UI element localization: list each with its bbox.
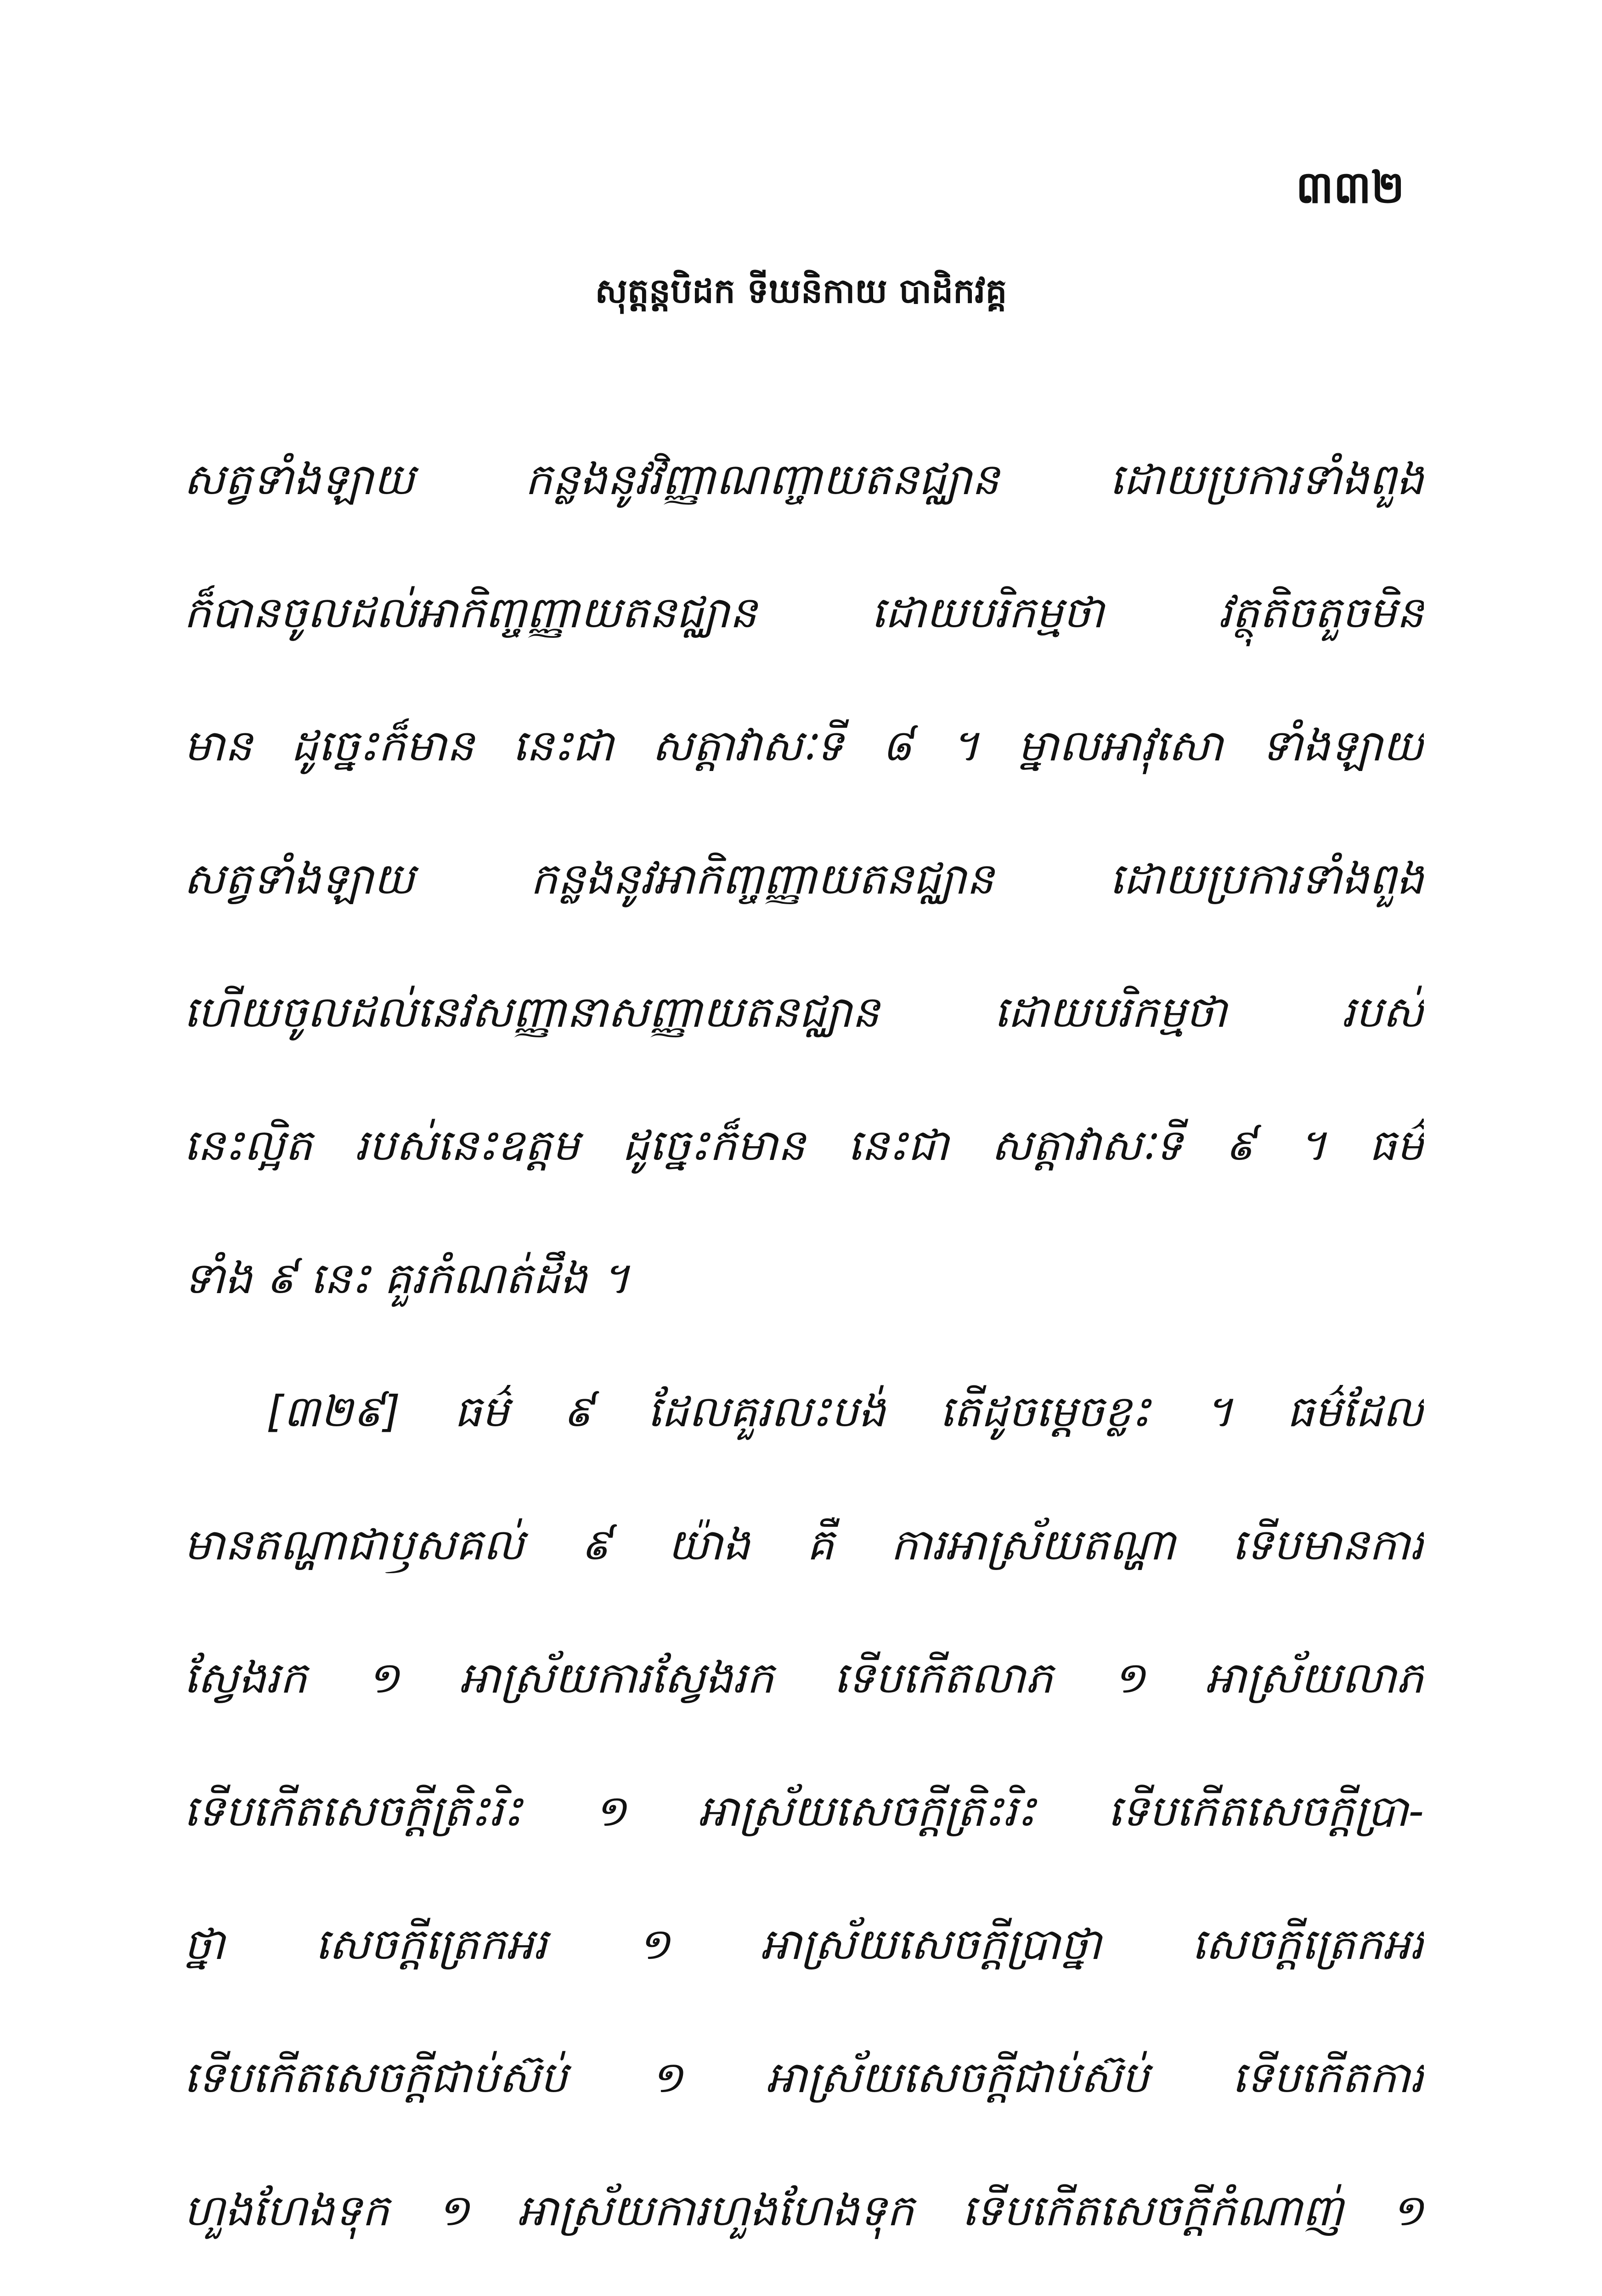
text-line: ទាំង ៩ នេះ គួរកំណត់ដឹង ។	[184, 1254, 630, 1304]
text-line: ហួងហែងទុក ១ អាស្រ័យការហួងហែងទុក ទើបកើតសេចក្តីកំណាញ់ ១	[184, 2186, 1424, 2236]
text-line: សត្វទាំងឡាយ កន្លងនូវវិញ្ញាណញ្ចាយតនជ្ឈាន ដោយប្រការទាំងពួង	[184, 455, 1424, 505]
text-line: [៣២៩] ធម៌ ៩ ដែលគួរលះបង់ តើដូចម្តេចខ្លះ ។ ធម៌ដែល	[266, 1387, 1424, 1437]
text-line: ទើបកើតសេចក្តីត្រិះរិះ ១ អាស្រ័យសេចក្តីត្រិះរិះ ទើបកើតសេចក្តីប្រា-	[184, 1786, 1424, 1836]
text-line: នេះល្អិត របស់នេះឧត្តម ដូច្នេះក៏មាន នេះជា សត្តាវាសៈទី ៩ ។ ធម៌	[184, 1120, 1424, 1171]
text-line: មាន ដូច្នេះក៏មាន នេះជា សត្តាវាសៈទី ៨ ។ ម្នាលអាវុសោ ទាំងឡាយ	[184, 721, 1424, 771]
text-line: ស្វែងរក ១ អាស្រ័យការស្វែងរក ទើបកើតលាភ ១ អាស្រ័យលាភ	[184, 1653, 1424, 1703]
running-header: សុត្តន្តបិដក ទីឃនិកាយ បាដិកវគ្គ	[595, 271, 1007, 311]
text-line: ក៏បានចូលដល់អាកិញ្ចញ្ញាយតនជ្ឈាន ដោយបរិកម្មថា វត្ថុតិចតួចមិន	[184, 588, 1424, 638]
page-number: ៣៣២	[1296, 162, 1405, 213]
text-line: ហើយចូលដល់នេវសញ្ញានាសញ្ញាយតនជ្ឈាន ដោយបរិកម្មថា របស់	[184, 987, 1424, 1037]
text-line: មានតណ្ហាជាឫសគល់ ៩ យ៉ាង គឺ ការអាស្រ័យតណ្ហា ទើបមានការ	[184, 1520, 1424, 1570]
text-line: សត្វទាំងឡាយ កន្លងនូវអាកិញ្ចញ្ញាយតនជ្ឈាន ដោយប្រការទាំងពួង	[184, 854, 1424, 904]
text-line: ទើបកើតសេចក្តីជាប់ស៊ប់ ១ អាស្រ័យសេចក្តីជាប់ស៊ប់ ទើបកើតការ	[184, 2053, 1424, 2103]
text-line: ថ្នា សេចក្តីត្រេកអរ ១ អាស្រ័យសេចក្តីប្រាថ្នា សេចក្តីត្រេកអរ	[184, 1919, 1424, 1970]
body-text	[184, 413, 1424, 2278]
